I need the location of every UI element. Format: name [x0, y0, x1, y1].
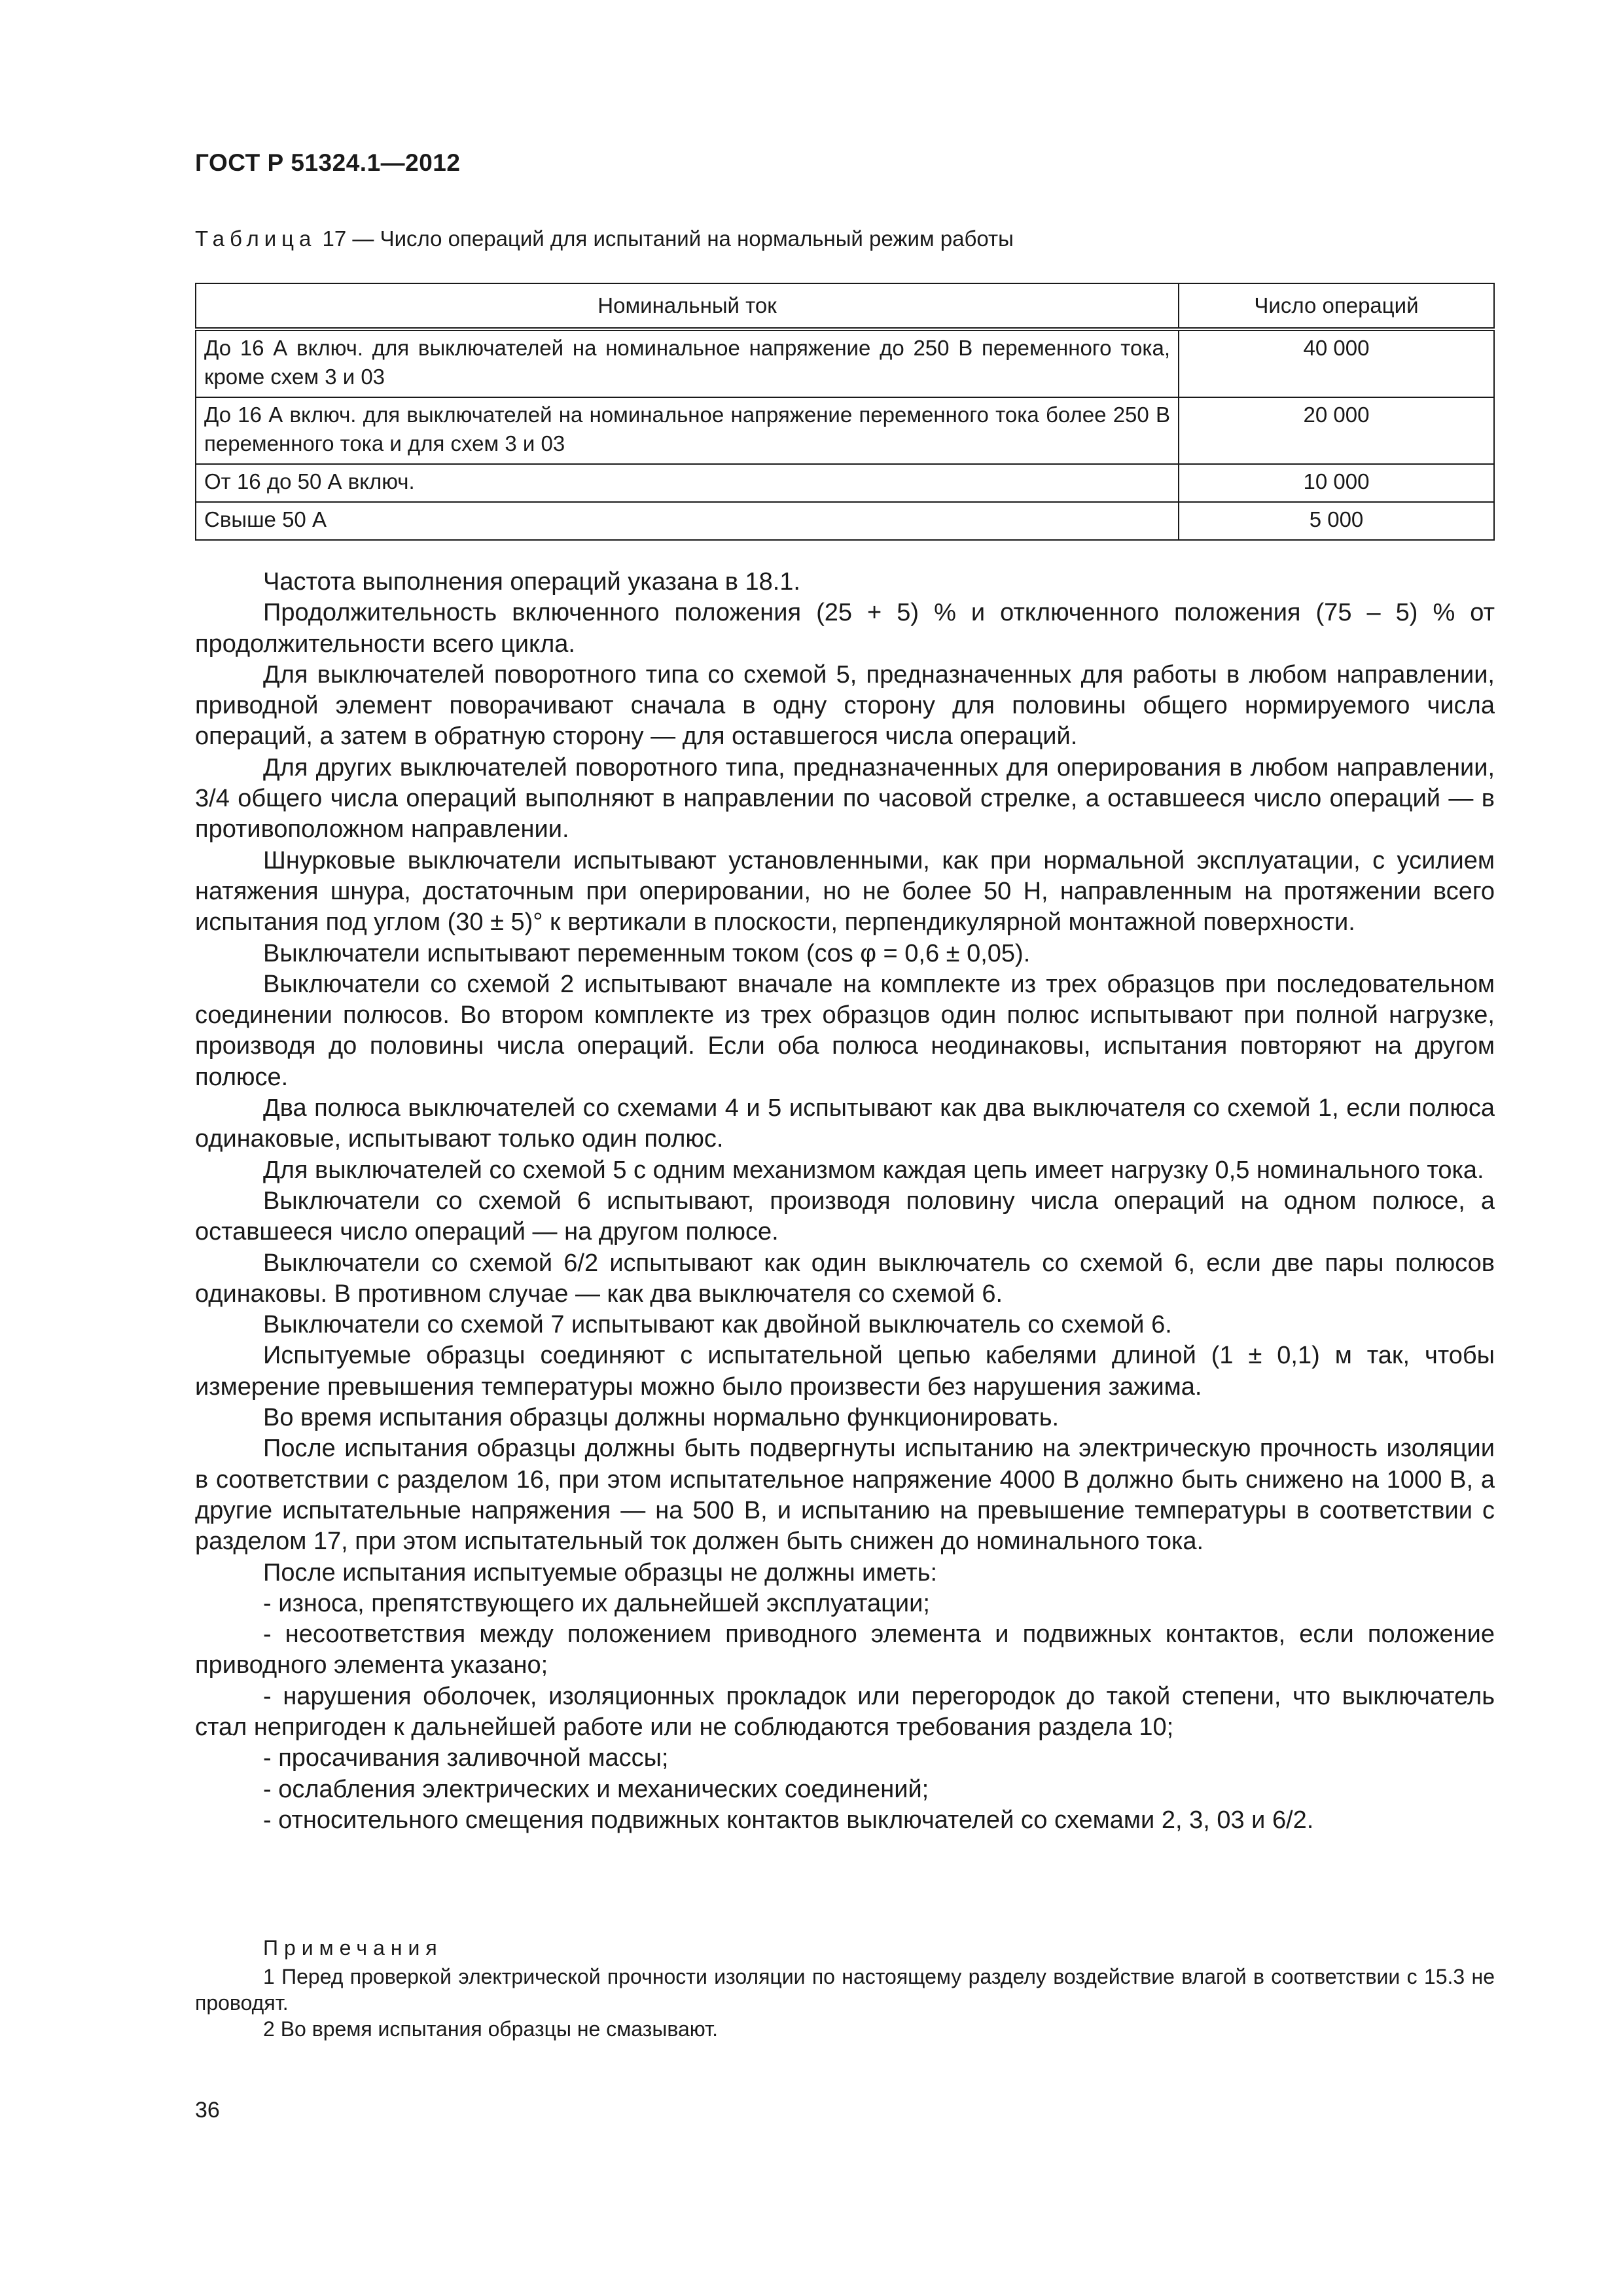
paragraph: После испытания образцы должны быть подвергнуты испытанию на электрическую прочность изоляции в соответствии с разделом 16, при этом испытательное напряжение 4000 В должно быть снижено на 1000 В, а другие испытательные напряжения — на 500 В, и испытанию на превышение температуры в соответствии с разделом 17, при этом испытательный ток должен быть снижен до номинального тока. — [195, 1435, 1495, 1556]
body-text — [195, 567, 1495, 1836]
notes-block — [195, 1935, 1495, 2042]
list-item: - ослабления электрических и механических соединений; — [263, 1775, 929, 1803]
paragraph: Выключатели со схемой 6/2 испытывают как один выключатель со схемой 6, если две пары полюсов одинаковы. В противном случае — как два выключателя со схемой 6. — [195, 1249, 1495, 1308]
table-caption-word: Таблица — [195, 226, 317, 251]
cell-current: От 16 до 50 А включ. — [196, 464, 1179, 502]
paragraph: Выключатели со схемой 7 испытывают как двойной выключатель со схемой 6. — [263, 1311, 1172, 1339]
table-caption — [195, 226, 1014, 251]
paragraph: Для других выключателей поворотного типа, предназначенных для оперирования в любом направлении, 3/4 общего числа операций выполняют в направлении по часовой стрелке, а оставшееся число операций — в противоположном направлении. — [195, 753, 1495, 844]
note-item: 1 Перед проверкой электрической прочности изоляции по настоящему разделу воздействие влагой в соответствии с 15.3 не проводят. — [195, 1965, 1495, 2015]
list-item: - нарушения оболочек, изоляционных прокладок или перегородок до такой степени, что выключатель стал непригоден к дальнейшей работе или не соблюдаются требования раздела 10; — [195, 1682, 1495, 1741]
list-item: - износа, препятствующего их дальнейшей эксплуатации; — [263, 1589, 930, 1617]
table-row — [196, 397, 1494, 464]
header-operations: Число операций — [1179, 283, 1494, 329]
header-rated-current: Номинальный ток — [196, 283, 1179, 329]
table-row — [196, 502, 1494, 540]
paragraph: Выключатели со схемой 2 испытывают вначале на комплекте из трех образцов при последовательном соединении полюсов. Во втором комплекте из трех образцов один полюс испытывают при полной нагрузке, производя до половины числа операций. Если оба полюса неодинаковы, испытания повторяют на другом полюсе. — [195, 970, 1495, 1091]
list-item: - несоответствия между положением приводного элемента и подвижных контактов, если положение приводного элемента указано; — [195, 1621, 1495, 1679]
paragraph: После испытания испытуемые образцы не должны иметь: — [263, 1558, 938, 1587]
table-row — [196, 329, 1494, 397]
cell-operations: 40 000 — [1179, 329, 1494, 397]
cell-current: До 16 А включ. для выключателей на номинальное напряжение до 250 В переменного тока, кроме схем 3 и 03 — [196, 329, 1179, 397]
paragraph: Выключатели со схемой 6 испытывают, производя половину числа операций на одном полюсе, а оставшееся число операций — на другом полюсе. — [195, 1187, 1495, 1246]
paragraph: Частота выполнения операций указана в 18.1. — [263, 568, 800, 596]
note-item: 2 Во время испытания образцы не смазывают. — [263, 2017, 719, 2041]
cell-operations: 10 000 — [1179, 464, 1494, 502]
paragraph: Испытуемые образцы соединяют с испытательной цепью кабелями длиной (1 ± 0,1) м так, чтобы измерение превышения температуры можно было произвести без нарушения зажима. — [195, 1342, 1495, 1401]
table-row — [196, 464, 1494, 502]
cell-current: До 16 А включ. для выключателей на номинальное напряжение переменного тока более 250 В переменного тока и для схем 3 и 03 — [196, 397, 1179, 464]
paragraph: Выключатели испытывают переменным током (cos φ = 0,6 ± 0,05). — [263, 939, 1031, 967]
paragraph: Два полюса выключателей со схемами 4 и 5 испытывают как два выключателя со схемой 1, если полюса одинаковые, испытывают только один полюс. — [195, 1094, 1495, 1153]
paragraph: Для выключателей поворотного типа со схемой 5, предназначенных для работы в любом направлении, приводной элемент поворачивают сначала в одну сторону для половины общего нормируемого числа операций, а затем в обратную сторону — для оставшегося числа операций. — [195, 660, 1495, 751]
table-header-row — [196, 283, 1494, 329]
cell-current: Свыше 50 А — [196, 502, 1179, 540]
notes-title: Примечания — [263, 1936, 443, 1960]
standard-id: ГОСТ Р 51324.1—2012 — [195, 149, 461, 176]
cell-operations: 5 000 — [1179, 502, 1494, 540]
paragraph: Шнурковые выключатели испытывают установленными, как при нормальной эксплуатации, с усилием натяжения шнура, достаточным при оперировании, но не более 50 Н, направленным на протяжении всего испытания под углом (30 ± 5)° к вертикали в плоскости, перпендикулярной монтажной поверхности. — [195, 846, 1495, 937]
paragraph: Продолжительность включенного положения (25 + 5) % и отключенного положения (75 – 5) % от продолжительности всего цикла. — [195, 599, 1495, 658]
list-item: - относительного смещения подвижных контактов выключателей со схемами 2, 3, 03 и 6/2. — [263, 1806, 1314, 1834]
cell-operations: 20 000 — [1179, 397, 1494, 464]
paragraph: Во время испытания образцы должны нормально функционировать. — [263, 1404, 1060, 1432]
list-item: - просачивания заливочной массы; — [263, 1744, 669, 1772]
operations-table — [195, 283, 1495, 541]
paragraph: Для выключателей со схемой 5 с одним механизмом каждая цепь имеет нагрузку 0,5 номинального тока. — [263, 1156, 1484, 1184]
table-caption-text: 17 — Число операций для испытаний на нормальный режим работы — [316, 226, 1014, 251]
page-number: 36 — [195, 2098, 220, 2123]
